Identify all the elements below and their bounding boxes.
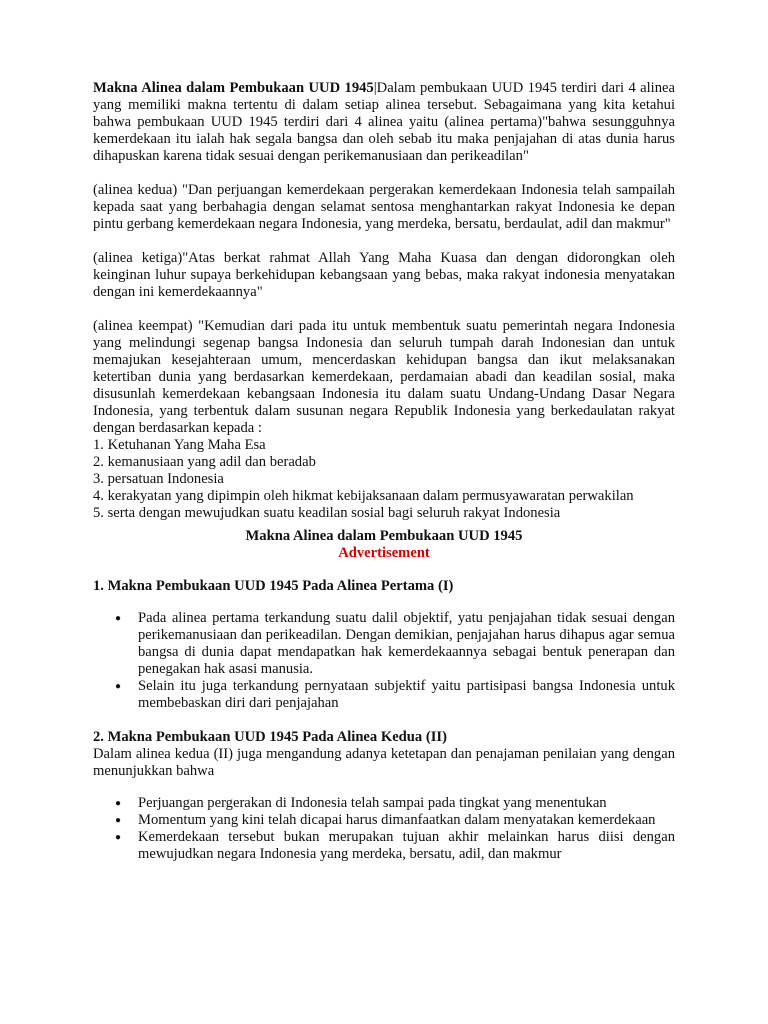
bullet-icon: ● — [115, 681, 122, 692]
list-item-text: Pada alinea pertama terkandung suatu dalil objektif, yatu penjajahan tidak sesuai dengan perikemanusiaan dan perikeadilan. Dengan demikian, penjajahan harus dihapus agar semua bangsa di dunia dapat mendapatkan hak kemerdekaannya sebagai bentuk penerapan dan penegakan hak asasi manusia. — [138, 610, 675, 677]
list-item — [115, 795, 675, 812]
pancasila-item: 2. kemanusiaan yang adil dan beradab — [93, 454, 316, 470]
pancasila-item: 5. serta dengan mewujudkan suatu keadilan sosial bagi seluruh rakyat Indonesia — [93, 505, 561, 521]
bullet-icon: ● — [115, 613, 122, 624]
list-item-text: Kemerdekaan tersebut bukan merupakan tujuan akhir melainkan harus diisi dengan mewujudkan negara Indonesia yang merdeka, bersatu, adil, dan makmur — [138, 829, 675, 862]
list-item — [115, 678, 675, 712]
list-item — [115, 829, 675, 863]
section2-intro: Dalam alinea kedua (II) juga mengandung adanya ketetapan dan penajaman penilaian yang dengan menunjukkan bahwa — [93, 746, 675, 779]
center-heading-block — [93, 528, 675, 562]
pancasila-item: 4. kerakyatan yang dipimpin oleh hikmat kebijaksanaan dalam permusyawaratan perwakilan — [93, 488, 634, 504]
title-separator: | — [373, 80, 377, 96]
section2-heading: 2. Makna Pembukaan UUD 1945 Pada Alinea Kedua (II) — [93, 729, 447, 745]
bullet-icon: ● — [115, 815, 122, 826]
document-page — [93, 80, 675, 880]
alinea-ketiga-paragraph: (alinea ketiga)"Atas berkat rahmat Allah Yang Maha Kuasa dan dengan didorongkan oleh keinginan luhur supaya berkehidupan kebangsaan yang bebas, maka rakyat indonesia menyatakan dengan ini kemerdekaannya" — [93, 250, 675, 300]
bullet-icon: ● — [115, 798, 122, 809]
section1-bullet-list — [93, 610, 675, 712]
center-title: Makna Alinea dalam Pembukaan UUD 1945 — [245, 528, 523, 544]
intro-paragraph — [93, 80, 675, 165]
list-item-text: Perjuangan pergerakan di Indonesia telah sampai pada tingkat yang menentukan — [138, 795, 607, 811]
list-item-text: Momentum yang kini telah dicapai harus dimanfaatkan dalam menyatakan kemerdekaan — [138, 812, 656, 828]
intro-text: Dalam pembukaan UUD 1945 terdiri dari 4 alinea yang memiliki makna tertentu di dalam setiap alinea tersebut. Sebagaimana yang kita ketahui bahwa pembukaan UUD 1945 terdiri dari 4 alinea yaitu (alinea pertama)"bahwa sesungguhnya kemerdekaan itu ialah hak segala bangsa dan oleh sebab itu maka penjajahan di atas dunia harus dihapuskan karena tidak sesuai dengan perikemanusiaan dan perikeadilan" — [93, 80, 675, 164]
list-item-text: Selain itu juga terkandung pernyataan subjektif yaitu partisipasi bangsa Indonesia untuk membebaskan diri dari penjajahan — [138, 678, 675, 711]
bullet-icon: ● — [115, 832, 122, 843]
advertisement-label: Advertisement — [338, 545, 430, 561]
section2-bullet-list — [93, 795, 675, 863]
list-item — [115, 812, 675, 829]
pancasila-item: 1. Ketuhanan Yang Maha Esa — [93, 437, 266, 453]
pancasila-item: 3. persatuan Indonesia — [93, 471, 224, 487]
intro-title: Makna Alinea dalam Pembukaan UUD 1945 — [93, 80, 374, 96]
section1-heading: 1. Makna Pembukaan UUD 1945 Pada Alinea Pertama (I) — [93, 578, 454, 594]
alinea-keempat-paragraph: (alinea keempat) "Kemudian dari pada itu untuk membentuk suatu pemerintah negara Indonesia yang melindungi segenap bangsa Indonesia dan seluruh tumpah darah Indonesian dan untuk memajukan kesejahteraan umum, mencerdaskan kehidupan bangsa dan ikut melaksanakan ketertiban dunia yang berdasarkan kemerdekaan, perdamaian abadi dan keadilan sosial, maka disusunlah kemerdekaan kebangsaan Indonesia itu dalam suatu Undang-Undang Dasar Negara Indonesia, yang terbentuk dalam susunan negara Republik Indonesia yang berkedaulatan rakyat dengan berdasarkan kepada : — [93, 318, 675, 436]
alinea-kedua-paragraph: (alinea kedua) "Dan perjuangan kemerdekaan pergerakan kemerdekaan Indonesia telah sampailah kepada saat yang berbahagia dengan selamat sentosa menghantarkan rakyat Indonesia ke depan pintu gerbang kemerdekaan negara Indonesia, yang merdeka, bersatu, berdaulat, adil dan makmur" — [93, 182, 675, 232]
list-item — [115, 610, 675, 678]
